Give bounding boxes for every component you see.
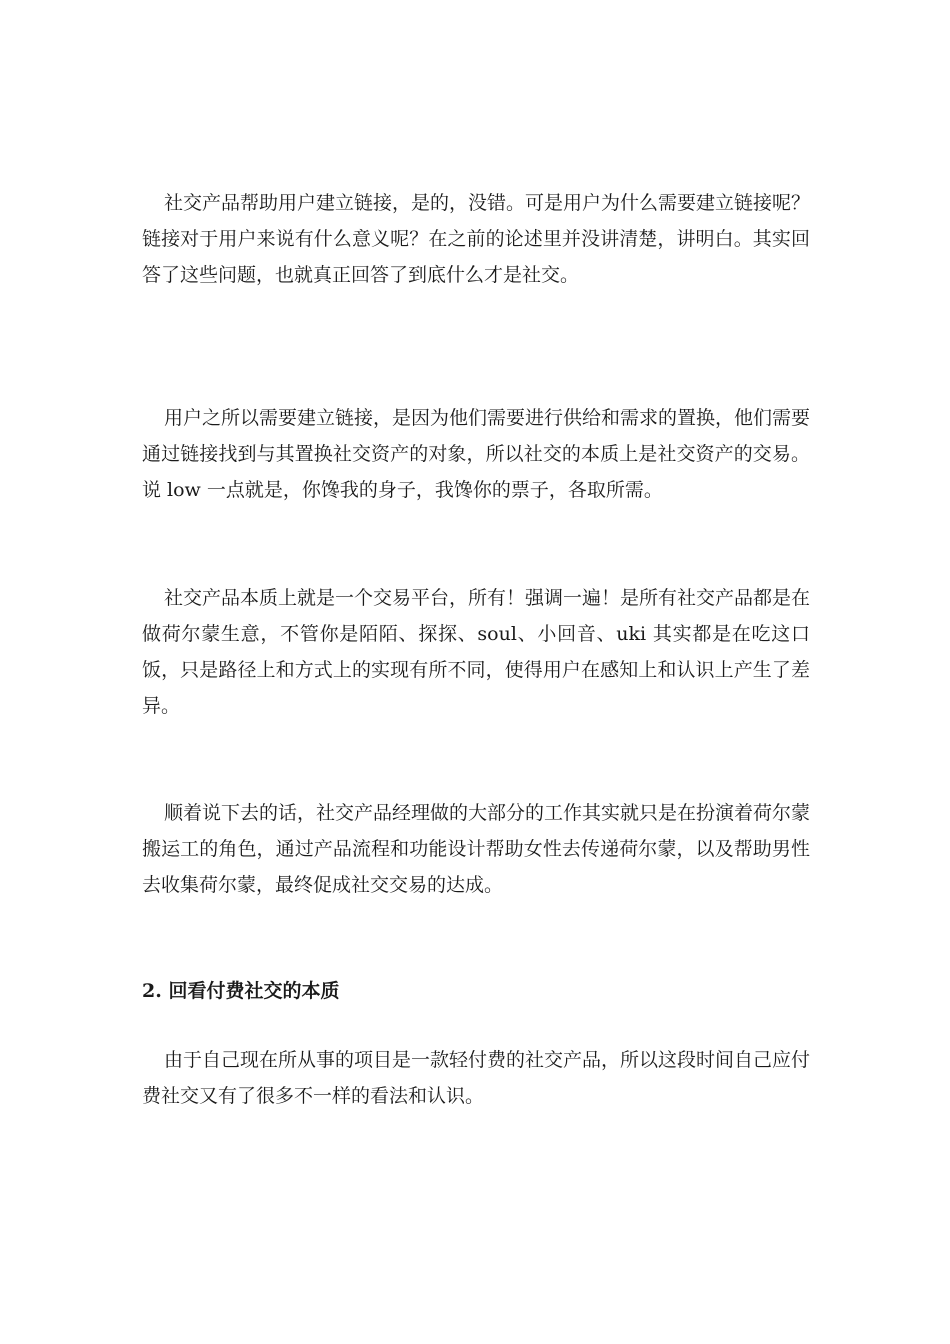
paragraph-paid-social: 由于自己现在所从事的项目是一款轻付费的社交产品，所以这段时间自己应付费社交又有了很多不一样的看法和认识。: [142, 1049, 811, 1107]
paragraph-hormone-mover: 顺着说下去的话，社交产品经理做的大部分的工作其实就只是在扮演着荷尔蒙搬运工的角色，通过产品流程和功能设计帮助女性去传递荷尔蒙，以及帮助男性去收集荷尔蒙，最终促成社交交易的达成。: [142, 802, 811, 896]
section-heading: 2. 回看付费社交的本质: [142, 980, 340, 1002]
paragraph-social-links: 社交产品帮助用户建立链接，是的，没错。可是用户为什么需要建立链接呢？链接对于用户来说有什么意义呢？在之前的论述里并没讲清楚，讲明白。其实回答了这些问题，也就真正回答了到底什么才是社交。: [142, 192, 811, 286]
paragraph-social-asset-exchange: 用户之所以需要建立链接，是因为他们需要进行供给和需求的置换，他们需要通过链接找到与其置换社交资产的对象，所以社交的本质上是社交资产的交易。说 low 一点就是，你馋我的身子，我馋你的票子，各取所需。: [142, 407, 811, 501]
paragraph-trading-platform: 社交产品本质上就是一个交易平台，所有！强调一遍！是所有社交产品都是在做荷尔蒙生意，不管你是陌陌、探探、soul、小回音、uki 其实都是在吃这口饭，只是路径上和方式上的实现有所不同，使得用户在感知上和认识上产生了差异。: [142, 587, 811, 717]
